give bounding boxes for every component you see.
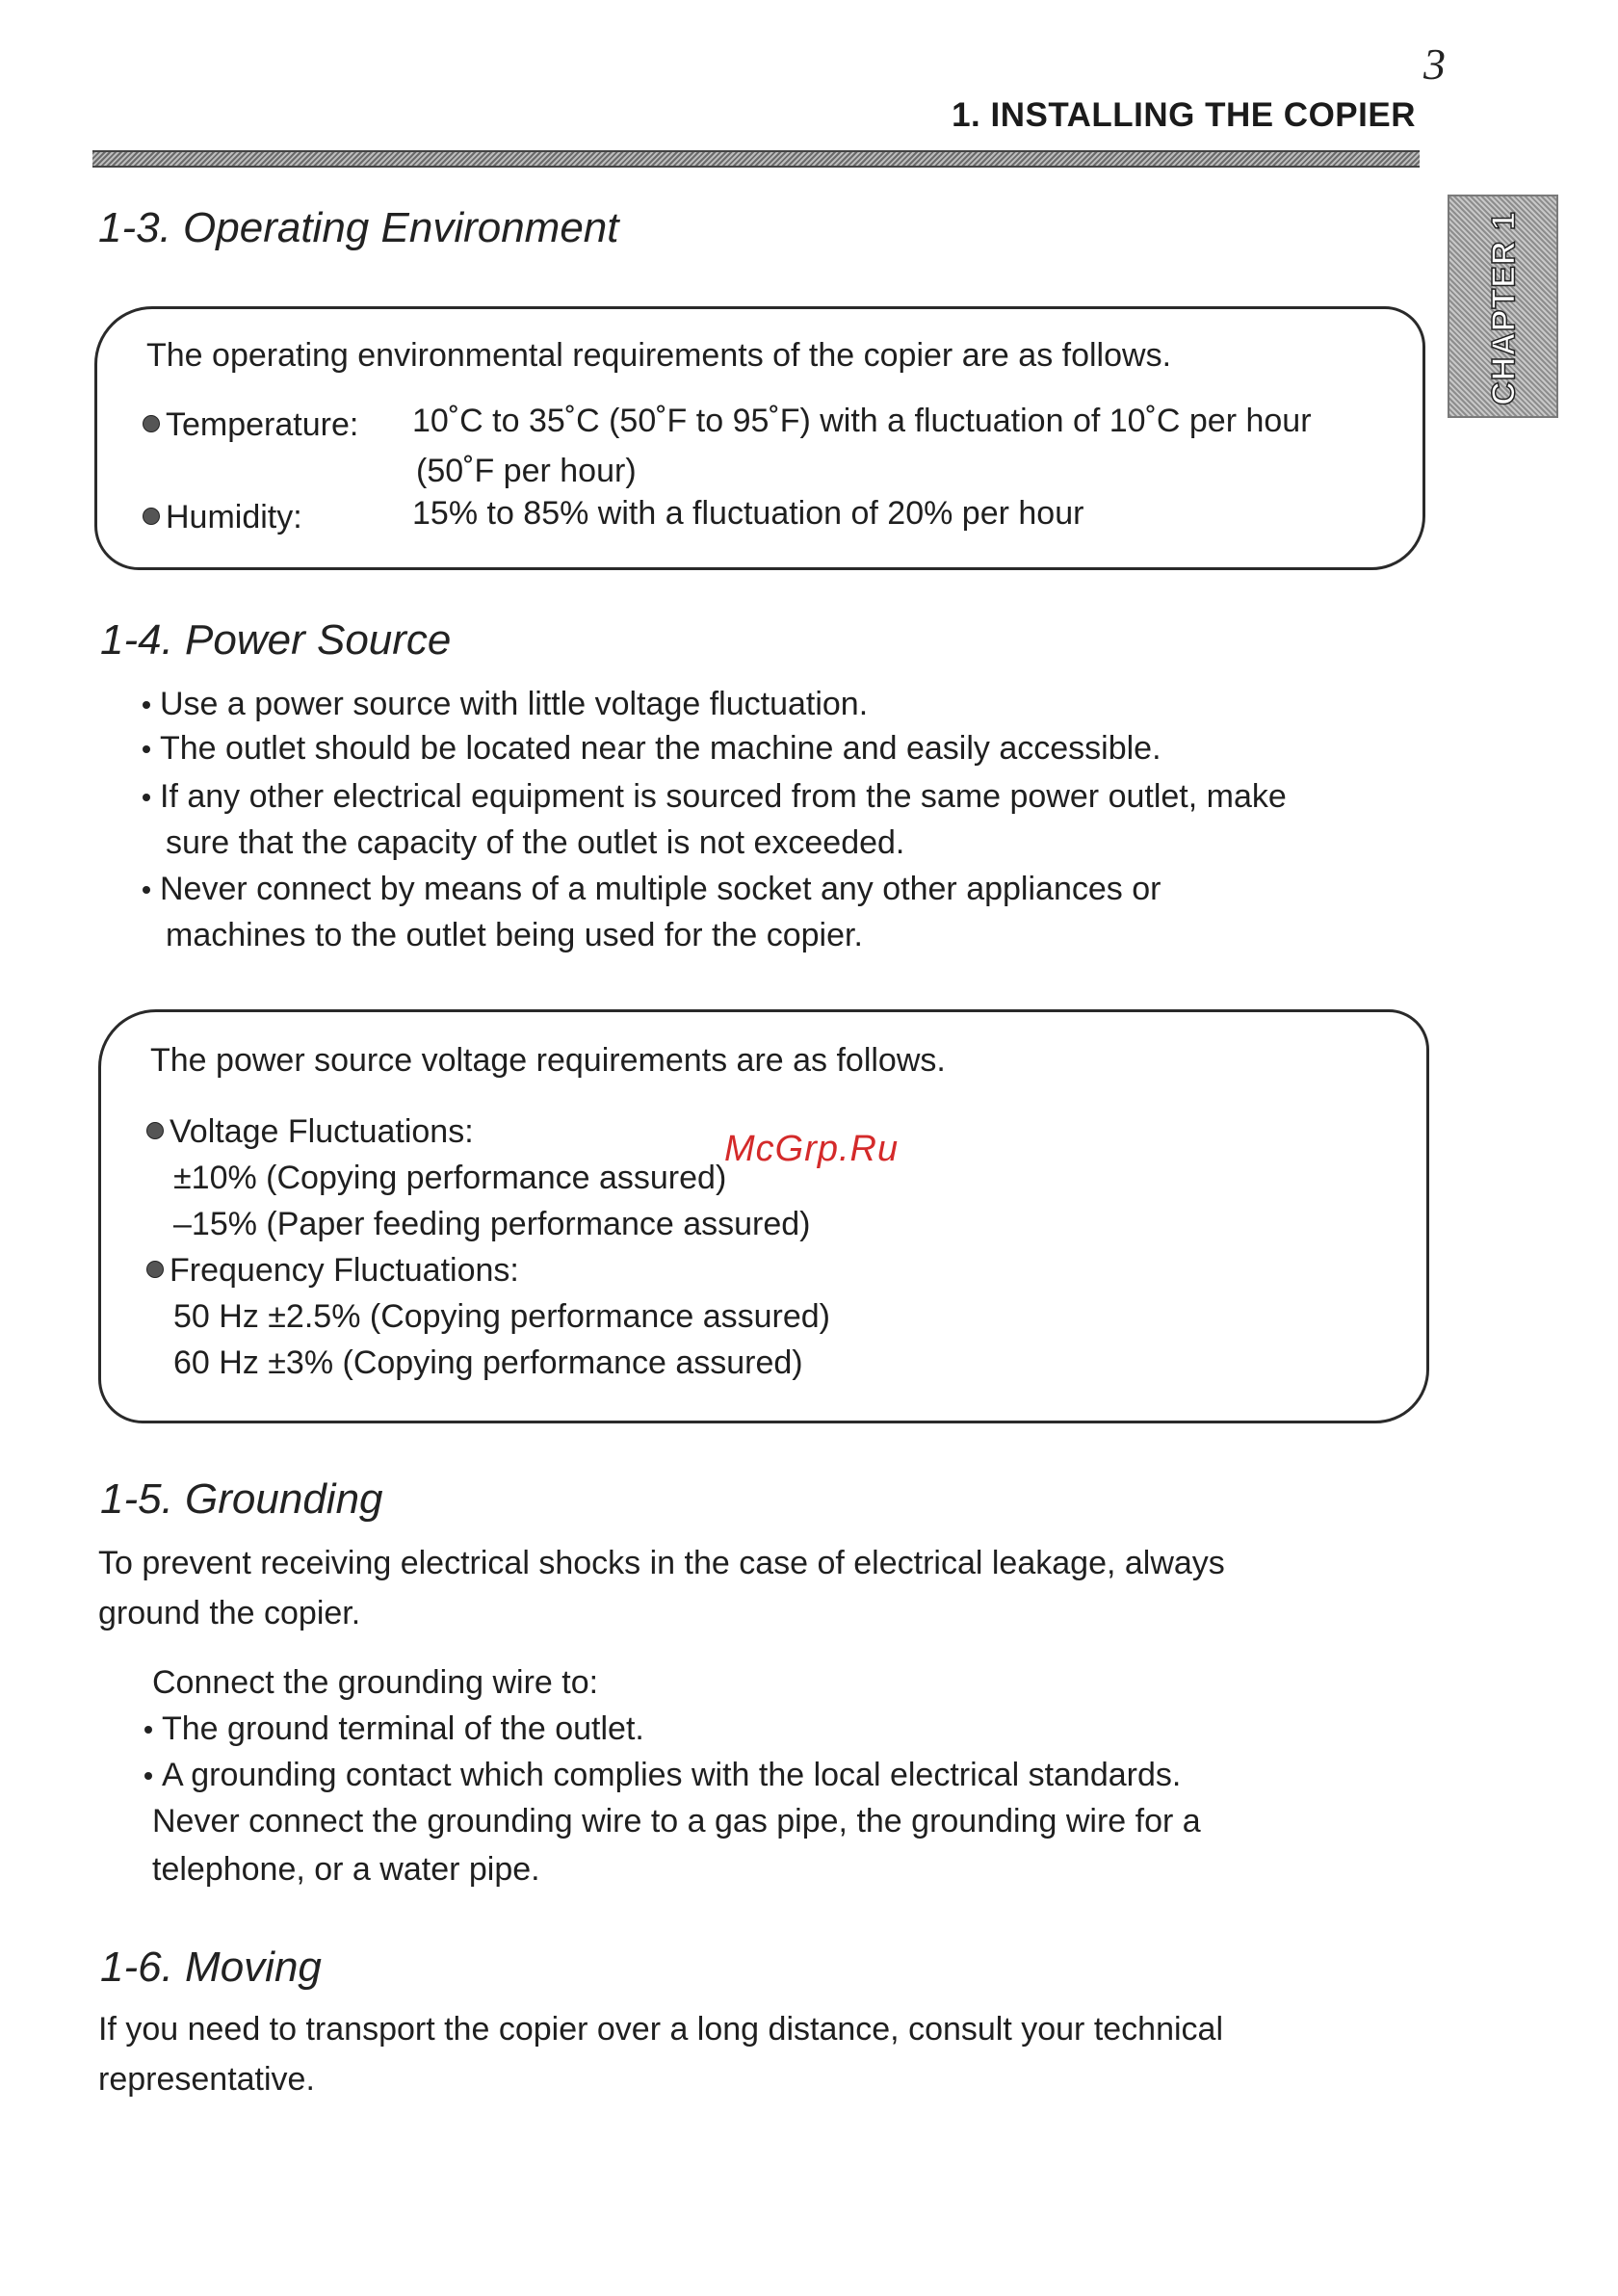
- bullet-dot-icon: [146, 1261, 164, 1278]
- bullet-icon: [144, 1772, 152, 1780]
- bullet-icon: [144, 1726, 152, 1734]
- voltage-item: [146, 1113, 474, 1151]
- voltage-line-1: ±10% (Copying performance assured): [173, 1160, 727, 1196]
- chapter-tab: [1448, 195, 1558, 418]
- frequency-line-2: 60 Hz ±3% (Copying performance assured): [173, 1344, 803, 1381]
- chapter-tab-label: CHAPTER 1: [1485, 211, 1523, 405]
- bullet-icon: [143, 701, 150, 709]
- bullet-dot-icon: [143, 508, 160, 525]
- voltage-label: Voltage Fluctuations:: [170, 1113, 474, 1150]
- grounding-warning-line2: telephone, or a water pipe.: [152, 1851, 540, 1888]
- section-title-operating-environment: 1-3. Operating Environment: [98, 204, 619, 251]
- operating-environment-intro: The operating environmental requirements of the copier are as follows.: [146, 337, 1172, 374]
- grounding-bullet-2: A grounding contact which complies with the local electrical standards.: [144, 1757, 1181, 1794]
- frequency-item: [146, 1252, 519, 1290]
- bullet-icon: [143, 794, 150, 801]
- humidity-value: 15% to 85% with a fluctuation of 20% per hour: [412, 495, 1084, 532]
- grounding-para-line1: To prevent receiving electrical shocks in the case of electrical leakage, always: [98, 1545, 1225, 1581]
- power-bullet-4: Never connect by means of a multiple socket any other appliances or: [143, 871, 1161, 908]
- voltage-line-2: –15% (Paper feeding performance assured): [173, 1206, 811, 1242]
- watermark: McGrp.Ru: [724, 1129, 900, 1169]
- chapter-header-title: 1. INSTALLING THE COPIER: [952, 96, 1416, 134]
- power-bullet-1: Use a power source with little voltage fluctuation.: [143, 686, 868, 723]
- section-title-grounding: 1-5. Grounding: [100, 1475, 383, 1523]
- power-bullet-4-cont: machines to the outlet being used for the copier.: [166, 917, 863, 953]
- section-title-moving: 1-6. Moving: [100, 1944, 322, 1991]
- bullet-dot-icon: [146, 1122, 164, 1139]
- grounding-para-line2: ground the copier.: [98, 1595, 361, 1631]
- moving-para-line2: representative.: [98, 2061, 315, 2098]
- humidity-item: [143, 499, 302, 536]
- grounding-connect-intro: Connect the grounding wire to:: [152, 1664, 599, 1701]
- temperature-value-line1: 10˚C to 35˚C (50˚F to 95˚F) with a fluctuation of 10˚C per hour: [412, 403, 1312, 439]
- grounding-bullet-1: The ground terminal of the outlet.: [144, 1710, 644, 1748]
- bullet-icon: [143, 886, 150, 894]
- temperature-item: [143, 406, 358, 444]
- grounding-warning-line1: Never connect the grounding wire to a gas pipe, the grounding wire for a: [152, 1803, 1201, 1839]
- temperature-label: Temperature:: [166, 406, 359, 443]
- bullet-icon: [143, 745, 150, 753]
- page-number: 3: [1423, 39, 1446, 89]
- moving-para-line1: If you need to transport the copier over a long distance, consult your technical: [98, 2011, 1224, 2048]
- power-bullet-2: The outlet should be located near the machine and easily accessible.: [143, 730, 1161, 768]
- power-bullet-3: If any other electrical equipment is sourced from the same power outlet, make: [143, 778, 1287, 816]
- section-title-power-source: 1-4. Power Source: [100, 616, 452, 664]
- frequency-line-1: 50 Hz ±2.5% (Copying performance assured): [173, 1298, 830, 1335]
- frequency-label: Frequency Fluctuations:: [170, 1252, 519, 1289]
- temperature-value-line2: (50˚F per hour): [416, 453, 637, 489]
- header-rule: [92, 150, 1420, 168]
- humidity-label: Humidity:: [166, 499, 302, 535]
- power-bullet-3-cont: sure that the capacity of the outlet is not exceeded.: [166, 824, 905, 861]
- power-box-intro: The power source voltage requirements are as follows.: [150, 1042, 946, 1079]
- bullet-dot-icon: [143, 415, 160, 432]
